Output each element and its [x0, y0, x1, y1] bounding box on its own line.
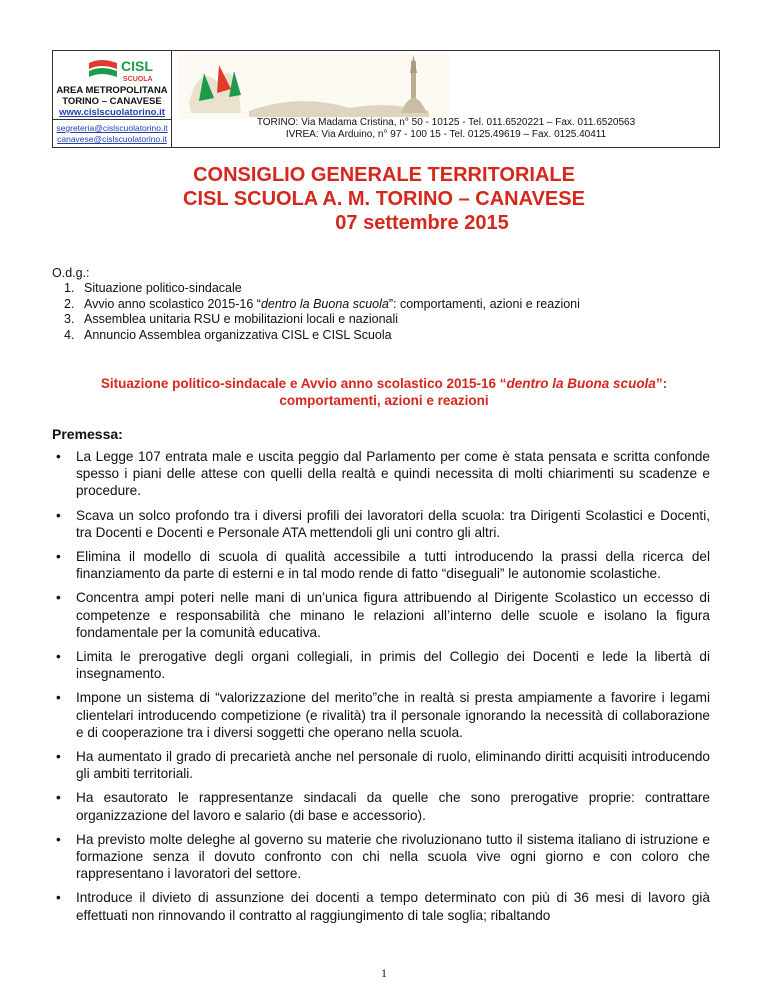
bullet-item: • Concentra ampi poteri nelle mani di un’unica figura attribuendo al Dirigente Scolastico un eccesso di competenze e responsabilità che minano le relazioni all’interno delle scuole e isolano la figura fondamentale per la comunità educativa. [56, 590, 710, 640]
bullet-icon: • [56, 749, 61, 765]
bullet-icon: • [56, 507, 61, 523]
bullet-item: • La Legge 107 entrata male e uscita peggio dal Parlamento per come è stata pensata e scritta confonde spesso i piani delle attese con quelli della realtà e quindi necessita di molti chiarimenti su scadenze e procedure. [56, 449, 710, 499]
agenda-list [64, 281, 580, 343]
website-link[interactable]: www.cislscuolatorino.it [59, 107, 165, 118]
address-torino: TORINO: Via Madama Cristina, n° 50 - 10125 - Tel. 011.6520221 – Fax. 011.6520563 [256, 117, 636, 128]
letterhead [52, 50, 720, 148]
agenda-item: 4. Annuncio Assemblea organizzativa CISL e CISL Scuola [64, 327, 392, 342]
bullet-icon: • [56, 890, 61, 906]
bullet-icon: • [56, 790, 61, 806]
bullet-item: • Ha previsto molte deleghe al governo su materie che rivoluzionano tutto il sistema italiano di istruzione e formazione senza il dovuto confronto con chi nella scuola vive ogni giorno e con coloro che rappresentano i lavoratori del settore. [56, 831, 710, 882]
bullet-icon: • [56, 690, 61, 706]
bullet-item: • Impone un sistema di “valorizzazione del merito”che in realtà si presta ampiamente a favorire i legami clientelari introducendo competizione (e rivalità) tra il personale ignorando la necessità di collaborazione e di cooperazione tra i diversi soggetti che operano nella scuola. [56, 690, 710, 740]
bullet-item: • Ha aumentato il grado di precarietà anche nel personale di ruolo, eliminando diritti acquisiti introducendo gli ambiti territoriali. [56, 749, 710, 782]
letterhead-artwork [179, 53, 449, 119]
page-number: 1 [381, 966, 387, 980]
agenda-item: 3. Assemblea unitaria RSU e mobilitazioni locali e nazionali [64, 312, 399, 326]
area-title-line1: AREA METROPOLITANA [56, 85, 168, 96]
section-heading: Situazione politico-sindacale e Avvio anno scolastico 2015-16 “dentro la Buona scuola”: comportamenti, azioni e reazioni [100, 376, 668, 408]
email-link-canavese[interactable]: canavese@cislscuolatorino.it [57, 134, 167, 144]
bullet-icon: • [56, 590, 61, 606]
cisl-logo [87, 55, 167, 87]
document-title-line1: CONSIGLIO GENERALE TERRITORIALE [193, 164, 575, 186]
agenda-label: O.d.g.: [52, 266, 90, 280]
divider [53, 119, 171, 120]
document-title-line2: CISL SCUOLA A. M. TORINO – CANAVESE [183, 188, 585, 210]
bullet-item: • Ha esautorato le rappresentanze sindacali da quelle che sono prerogative proprie: contrattare organizzazione del lavoro e salario (di base e accessorio). [56, 790, 710, 823]
premessa-heading: Premessa: [52, 426, 123, 442]
bullet-item: • Limita le prerogative degli organi collegiali, in primis del Collegio dei Docenti e lede la libertà di insegnamento. [56, 649, 710, 682]
email-link-segreteria[interactable]: segreteria@cislscuolatorino.it [56, 123, 168, 133]
premessa-bullet-list [56, 448, 710, 931]
svg-text:CISL: CISL [121, 58, 153, 74]
bullet-item: • Elimina il modello di scuola di qualità accessibile a tutti introducendo la prassi della ricerca del finanziamento da parte di esterni e in tal modo rende di fatto “diseguali” le autonomie scolastiche. [56, 549, 710, 582]
agenda-item: 2. Avvio anno scolastico 2015-16 “dentro la Buona scuola”: comportamenti, azioni e reazioni [64, 296, 580, 311]
bullet-item: • Introduce il divieto di assunzione dei docenti a tempo determinato con più di 36 mesi di lavoro già effettuati non rinnovando il contratto al raggiungimento di tale soglia; ribaltando [56, 890, 710, 923]
agenda-item: 1. Situazione politico-sindacale [64, 281, 242, 295]
address-ivrea: IVREA: Via Arduino, n° 97 - 100 15 - Tel. 0125.49619 – Fax. 0125.40411 [285, 129, 607, 140]
area-title-line2: TORINO – CANAVESE [62, 96, 162, 107]
letterhead-left-panel [53, 51, 172, 147]
bullet-icon: • [56, 649, 61, 665]
bullet-icon: • [56, 549, 61, 565]
bullet-item: • Scava un solco profondo tra i diversi profili dei lavoratori della scuola: tra Dirigenti Scolastici e Docenti, tra Docenti e Docenti e Personale ATA mettendoli gli uni contro gli altri. [56, 507, 710, 540]
document-date: 07 settembre 2015 [335, 212, 509, 234]
svg-text:SCUOLA: SCUOLA [123, 76, 153, 83]
bullet-icon: • [56, 831, 61, 847]
bullet-icon: • [56, 449, 61, 464]
